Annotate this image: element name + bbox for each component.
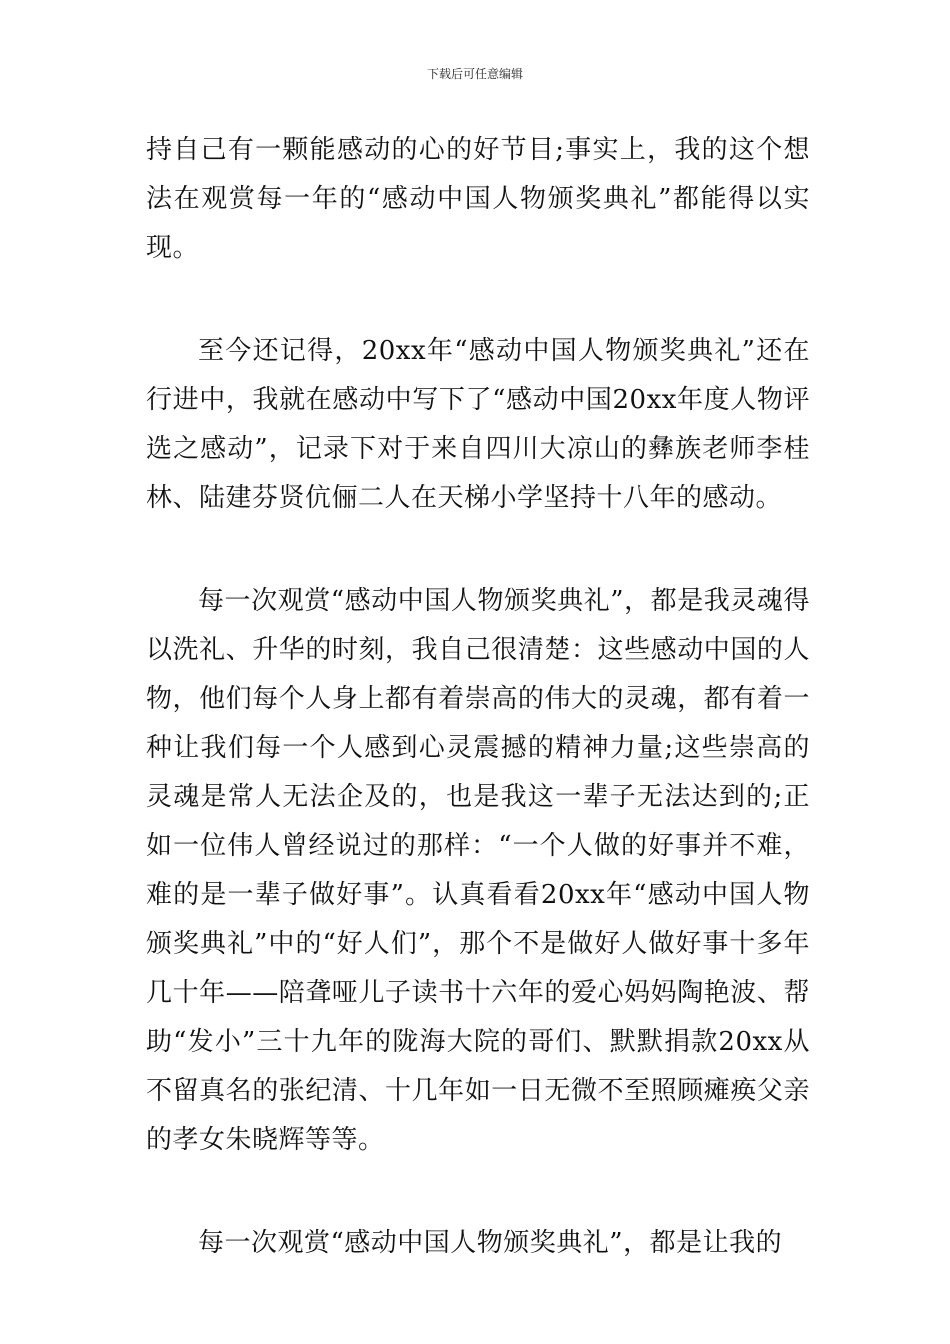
header-note: 下载后可任意编辑 <box>426 67 523 81</box>
paragraph: 每一次观赏“感动中国人物颁奖典礼”，都是我灵魂得以洗礼、升华的时刻，我自己很清楚：这些感动中国的人物，他们每个人身上都有着崇高的伟大的灵魂，都有着一种让我们每一个人感到心灵震撼的精神力量;这些崇高的灵魂是常人无法企及的，也是我这一辈子无法达到的;正如一位伟人曾经说过的那样：“一个人做的好事并不难，难的是一辈子做好事”。认真看看20xx年“感动中国人物颁奖典礼”中的“好人们”，那个不是做好人做好事十多年几十年——陪聋哑儿子读书十六年的爱心妈妈陶艳波、帮助“发小”三十九年的陇海大院的哥们、默默捐款20xx从不留真名的张纪清、十几年如一日无微不至照顾瘫痪父亲的孝女朱晓辉等等。 <box>146 586 810 1155</box>
paragraph: 至今还记得，20xx年“感动中国人物颁奖典礼”还在行进中，我就在感动中写下了“感动中国20xx年度人物评选之感动”，记录下对于来自四川大凉山的彝族老师李桂林、陆建芬贤伉俪二人在天梯小学坚持十八年的感动。 <box>146 336 810 513</box>
document-body <box>146 126 810 1322</box>
paragraph-continuation: 持自己有一颗能感动的心的好节目;事实上，我的这个想法在观赏每一年的“感动中国人物颁奖典礼”都能得以实现。 <box>146 135 810 263</box>
paragraph: 每一次观赏“感动中国人物颁奖典礼”，都是让我的 <box>198 1228 783 1258</box>
